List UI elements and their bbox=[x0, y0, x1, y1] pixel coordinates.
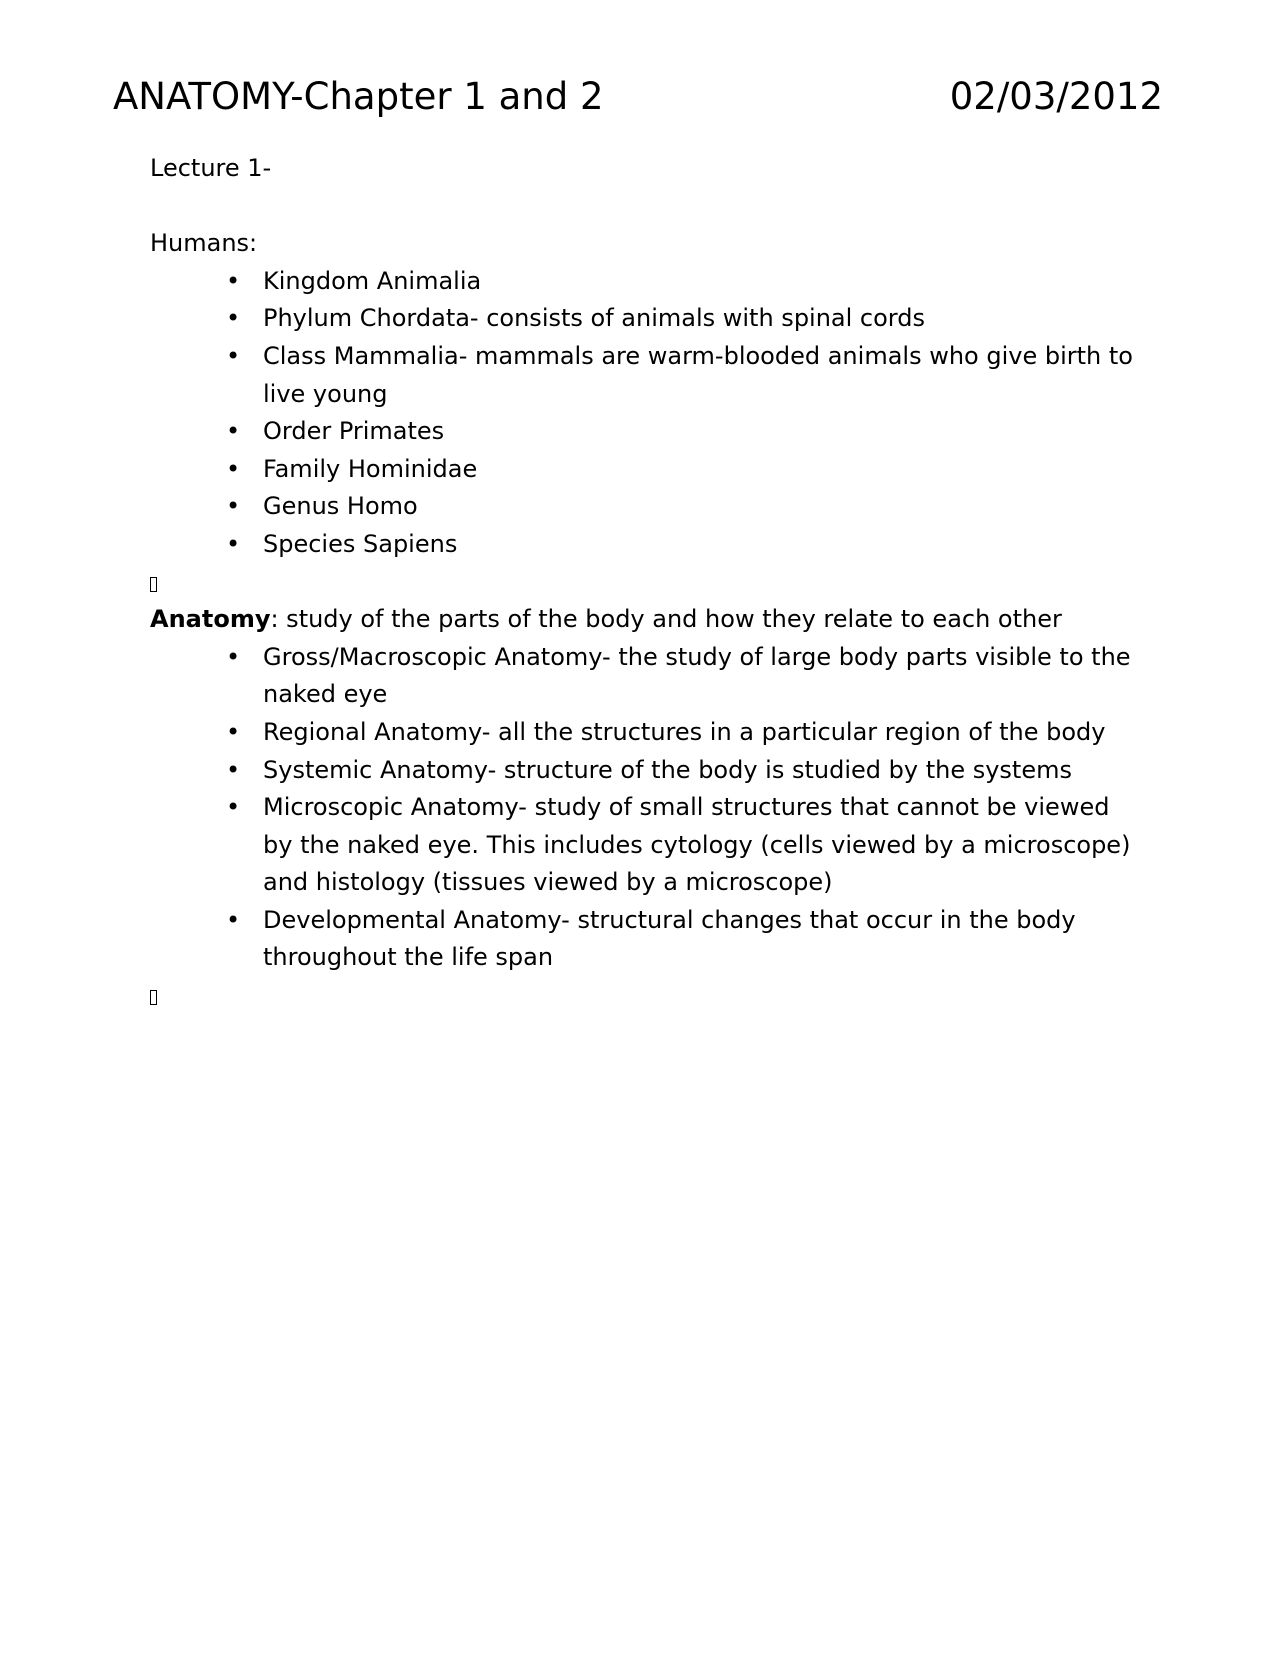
list-item-text: Family Hominidae bbox=[263, 454, 478, 483]
list-item bbox=[226, 902, 1140, 977]
humans-heading: Humans: bbox=[150, 229, 258, 258]
bullet-icon: • bbox=[226, 492, 241, 521]
list-item-text: Order Primates bbox=[263, 417, 445, 446]
list-item bbox=[226, 451, 1140, 489]
list-item bbox=[226, 526, 1140, 564]
blank-line bbox=[150, 188, 1140, 226]
list-item bbox=[226, 488, 1140, 526]
list-item-text: Species Sapiens bbox=[263, 529, 458, 558]
list-item bbox=[226, 752, 1140, 790]
bullet-icon: • bbox=[226, 529, 241, 558]
missing-glyph-icon bbox=[150, 577, 157, 592]
list-item-text: Phylum Chordata- consists of animals with spinal cords bbox=[263, 304, 925, 333]
list-item bbox=[226, 714, 1140, 752]
bullet-icon: • bbox=[226, 755, 241, 784]
bullet-icon: • bbox=[226, 717, 241, 746]
bullet-icon: • bbox=[226, 266, 241, 295]
document-date: 02/03/2012 bbox=[949, 75, 1163, 118]
list-item bbox=[226, 639, 1140, 714]
document-title: ANATOMY-Chapter 1 and 2 bbox=[113, 75, 604, 118]
list-item bbox=[226, 263, 1140, 301]
bullet-icon: • bbox=[226, 417, 241, 446]
list-item-text: Systemic Anatomy- structure of the body is studied by the systems bbox=[263, 755, 1072, 784]
anatomy-definition bbox=[150, 601, 1140, 639]
missing-glyph-icon bbox=[150, 990, 157, 1005]
page-header bbox=[113, 72, 1163, 122]
bullet-icon: • bbox=[226, 793, 241, 822]
bullet-icon: • bbox=[226, 905, 241, 934]
anatomy-term: Anatomy bbox=[150, 605, 271, 634]
missing-glyph-line bbox=[150, 564, 1140, 602]
bullet-icon: • bbox=[226, 304, 241, 333]
list-item bbox=[226, 338, 1140, 413]
list-item bbox=[226, 789, 1140, 902]
list-item-text: Developmental Anatomy- structural changes that occur in the body throughout the life span bbox=[263, 905, 1076, 972]
document-body bbox=[150, 150, 1140, 1015]
list-item-text: Class Mammalia- mammals are warm-blooded animals who give birth to live young bbox=[263, 341, 1133, 408]
list-item-text: Kingdom Animalia bbox=[263, 266, 482, 295]
bullet-icon: • bbox=[226, 642, 241, 671]
missing-glyph-line bbox=[150, 977, 1140, 1015]
lecture-label: Lecture 1- bbox=[150, 154, 272, 182]
bullet-icon: • bbox=[226, 341, 241, 370]
anatomy-list bbox=[150, 639, 1140, 977]
list-item-text: Regional Anatomy- all the structures in a particular region of the body bbox=[263, 717, 1106, 746]
list-item-text: Genus Homo bbox=[263, 492, 418, 521]
bullet-icon: • bbox=[226, 454, 241, 483]
list-item-text: Gross/Macroscopic Anatomy- the study of large body parts visible to the naked eye bbox=[263, 642, 1131, 709]
list-item bbox=[226, 413, 1140, 451]
list-item-text: Microscopic Anatomy- study of small structures that cannot be viewed by the naked eye. This includes cytology (cells viewed by a microscope) and histology (tissues viewed by a microscope) bbox=[263, 793, 1131, 897]
list-item bbox=[226, 300, 1140, 338]
anatomy-definition-text: : study of the parts of the body and how they relate to each other bbox=[270, 605, 1062, 634]
humans-list bbox=[150, 263, 1140, 564]
